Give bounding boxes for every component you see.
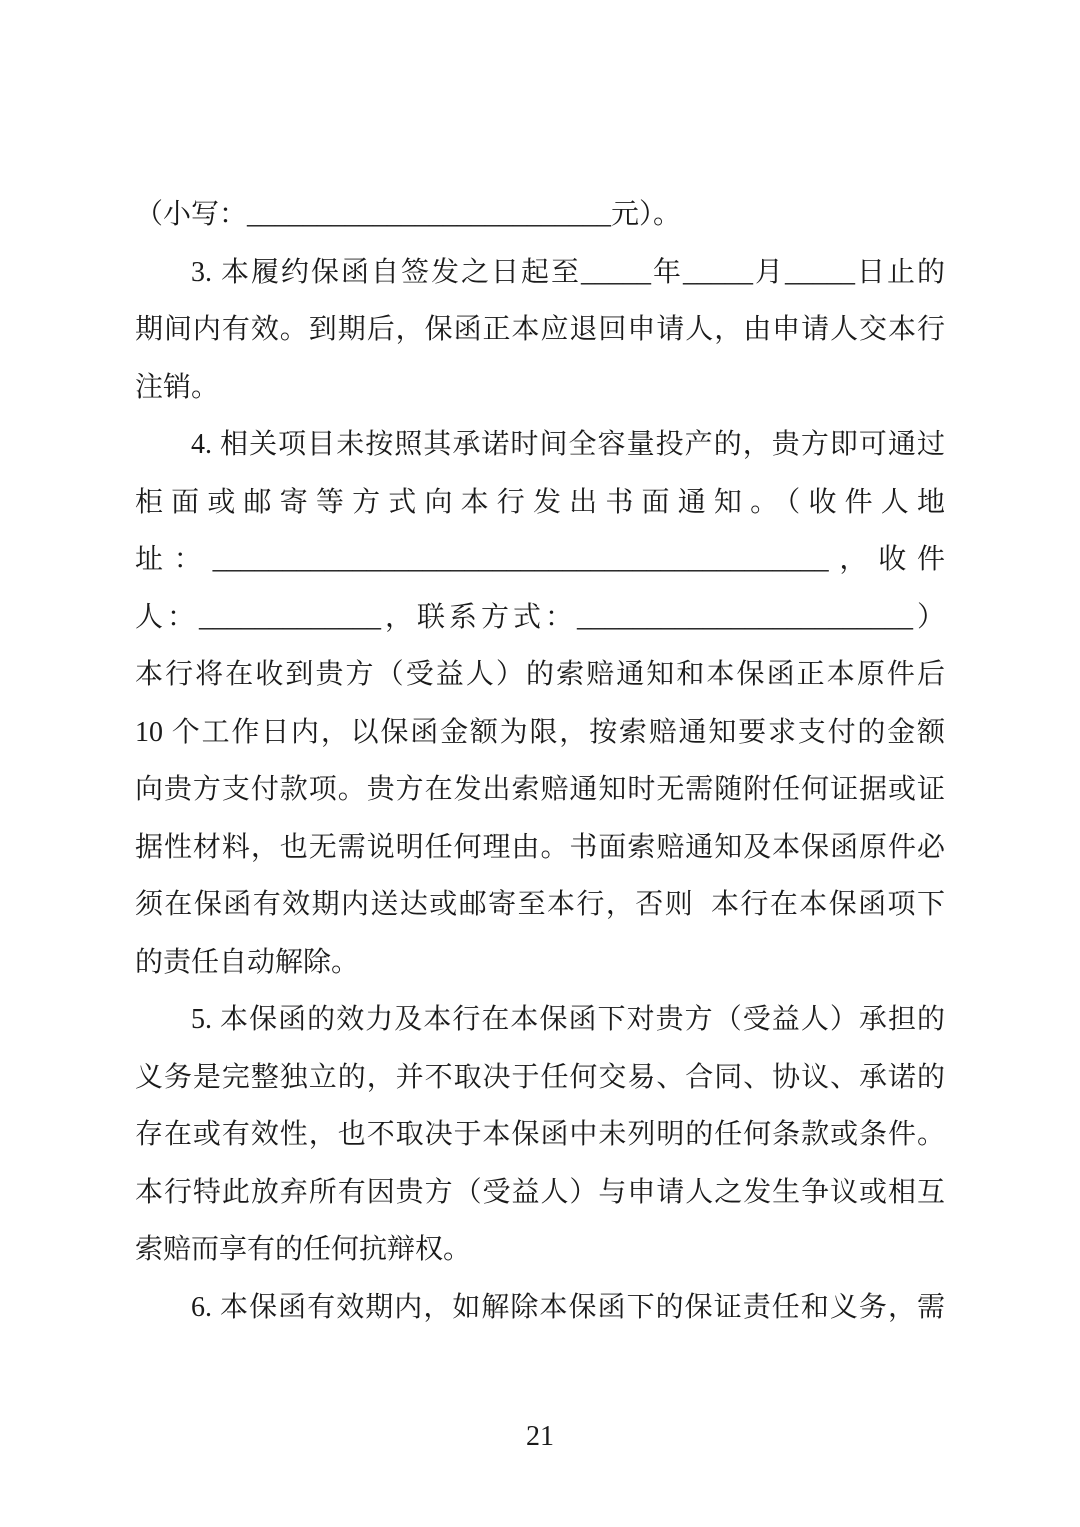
doc-line: 存在或有效性，也不取决于本保函中未列明的任何条款或条件。 xyxy=(135,1119,945,1150)
doc-line-clause4-start: 4. 相关项目未按照其承诺时间全容量投产的，贵方即可通过 xyxy=(191,429,945,460)
doc-line-contact-blank: 人：_____________，联系方式：________________________） xyxy=(135,601,945,633)
doc-line: 本行特此放弃所有因贵方（受益人）与申请人之发生争议或相互 xyxy=(135,1176,945,1208)
page-number: 21 xyxy=(526,1421,554,1452)
doc-line: 义务是完整独立的，并不取决于任何交易、合同、协议、承诺的 xyxy=(135,1061,945,1093)
doc-line: 索赔而享有的任何抗辩权。 xyxy=(135,1234,472,1265)
doc-line-clause6-start: 6. 本保函有效期内，如解除本保函下的保证责任和义务，需 xyxy=(191,1291,945,1323)
doc-line-amount-in-figures: （小写：__________________________元）。 xyxy=(135,199,682,230)
doc-line: 须在保函有效期内送达或邮寄至本行，否则 本行在本保函项下 xyxy=(135,889,945,920)
doc-line: 期间内有效。到期后，保函正本应退回申请人，由申请人交本行 xyxy=(135,314,945,345)
doc-line: 柜面或邮寄等方式向本行发出书面通知。（收件人地 xyxy=(135,486,945,518)
doc-line: 10 个工作日内，以保函金额为限，按索赔通知要求支付的金额 xyxy=(135,716,945,748)
doc-line: 的责任自动解除。 xyxy=(135,946,360,978)
doc-line-clause5-start: 5. 本保函的效力及本行在本保函下对贵方（受益人）承担的 xyxy=(191,1004,945,1035)
doc-line-clause3-start: 3. 本履约保函自签发之日起至_____年_____月_____日止的 xyxy=(191,256,945,288)
doc-line: 据性材料，也无需说明任何理由。书面索赔通知及本保函原件必 xyxy=(135,831,945,863)
doc-line: 本行将在收到贵方（受益人）的索赔通知和本保函正本原件后 xyxy=(135,659,945,690)
doc-line: 向贵方支付款项。贵方在发出索赔通知时无需随附任何证据或证 xyxy=(135,774,945,805)
doc-line: 注销。 xyxy=(135,371,220,403)
doc-line-address-blank: 址：____________________________________________，收件 xyxy=(135,544,945,575)
